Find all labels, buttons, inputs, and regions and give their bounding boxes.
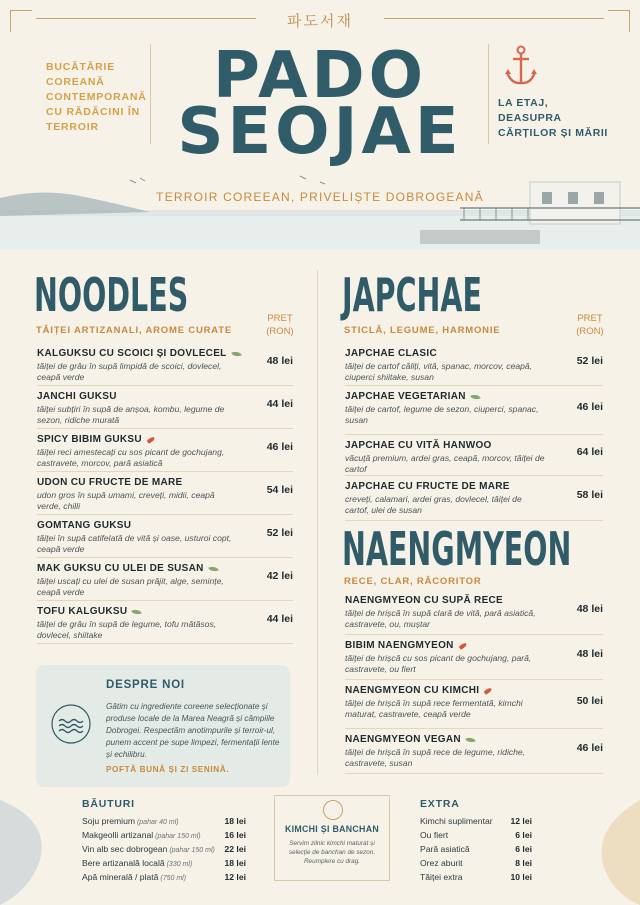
menu-item [345,348,603,386]
footer-item-label: Bere artizanală locală [82,858,165,868]
column-divider [317,270,318,775]
price-header-label: PREȚ [577,313,603,324]
japchae-title: JAPCHAE [342,268,482,322]
footer-item-price: 12 lei [224,872,246,882]
menu-item [345,595,603,635]
menu-item-description: tăiței de grâu în supă de legume, tofu mătăsos, dovlecel, shiitake [37,619,217,640]
menu-item-price: 58 lei [576,489,603,501]
footer-item-note: (750 ml) [158,875,187,882]
footer-item-price: 16 lei [224,830,246,840]
drinks-title: BĂUTURI [82,798,135,810]
footer-row [420,830,532,840]
menu-item [37,477,293,515]
chili-icon [458,642,467,650]
noodles-price-header [260,312,300,338]
menu-item-name [37,477,293,488]
menu-item [345,481,603,521]
footer-item-price: 6 lei [515,844,532,854]
menu-item-name [37,520,293,531]
chili-icon [484,687,493,695]
menu-item-price: 54 lei [266,484,293,496]
price-header-label: PREȚ [267,313,293,324]
footer-item-label: Ou fiert [420,830,449,840]
footer-item-name [420,844,470,854]
footer-item-price: 6 lei [515,830,532,840]
menu-item-description: tăiței de hrișcă în supă clară de vită, pară asiatică, castravete, ou, muștar [345,608,536,629]
divider-left [150,44,151,144]
noodles-subtitle: TĂIȚEI ARTIZANALI, AROME CURATE [36,325,232,336]
divider-right [488,44,489,144]
menu-item-label: BIBIM NAENGMYEON [345,640,454,651]
menu-item [37,348,293,386]
footer-item-price: 22 lei [224,844,246,854]
footer-row [420,858,532,868]
footer-item-name [420,816,493,826]
menu-item-label: JAPCHAE CU FRUCTE DE MARE [345,481,510,492]
menu-item-price: 48 lei [576,648,603,660]
menu-item-description: văcuță premium, ardei gras, ceapă, morcov, tăiței de cartof [345,453,545,474]
price-header-unit: (RON) [266,326,294,337]
watercolor-wash-left [0,790,70,905]
menu-item-name [345,595,603,606]
menu-item-name [345,440,603,451]
header [0,0,640,250]
tagline-left: BUCĂTĂRIE COREANĂ CONTEMPORANĂ CU RĂDĂCINI ÎN TERROIR [46,61,147,133]
menu-item-description: tăiței de cartof, legume de sezon, ciuperci, spanac, susan [345,404,539,425]
menu-item [345,391,603,435]
menu-item-label: GOMTANG GUKSU [37,520,132,531]
naengmyeon-title: NAENGMYEON [342,522,572,576]
menu-item-description: udon gros în supă umami, creveți, midii, ceapă verde, chilli [37,490,215,511]
menu-item-price: 48 lei [266,355,293,367]
menu-item-name [345,640,603,651]
footer-item-price: 8 lei [515,858,532,868]
menu-item-description: tăiței de cartof căliți, vită, spanac, morcov, ceapă, ciuperci shiitake, susan [345,361,533,382]
footer-item-label: Makgeolli artizanal [82,830,154,840]
menu-item-description: tăiței subțiri în supă de anșoa, kombu, legume de sezon, ridiche murată [37,404,225,425]
menu-item-price: 52 lei [576,355,603,367]
menu-item-label: TOFU KALGUKSU [37,606,128,617]
price-header-unit: (RON) [576,326,604,337]
footer-row [82,844,246,854]
menu-item-price: 46 lei [266,441,293,453]
menu-item-name [345,391,603,402]
footer-item-label: Kimchi suplimentar [420,816,493,826]
menu-item [345,440,603,476]
menu-item-price: 64 lei [576,446,603,458]
menu-item-label: JANCHI GUKSU [37,391,117,402]
menu-item [345,640,603,680]
menu-item-price: 46 lei [576,742,603,754]
title-line-2: SEOJAE [177,95,463,169]
footer-row [82,872,246,882]
footer-row [82,830,246,840]
footer-item-note: (pahar 150 ml) [153,833,201,840]
kimchi-title: KIMCHI ȘI BANCHAN [284,824,380,834]
footer-item-note: (pahar 40 ml) [135,819,179,826]
menu-item-name [37,563,293,574]
menu-item-name [345,734,603,745]
menu-item-name [345,348,603,359]
menu-item [37,520,293,558]
about-box [36,665,290,787]
footer-item-note: (330 ml) [164,861,193,868]
japchae-price-header [570,312,610,338]
menu-item-description: tăiței de hrișcă în supă rece de legume, ridiche, castravete, susan [345,747,526,768]
title-line-1: PADO [212,39,428,113]
footer-item-label: Tăiței extra [420,872,463,882]
menu-item-label: JAPCHAE CU VITĂ HANWOO [345,440,492,451]
tagline-right: LA ETAJ, DEASUPRA CĂRȚILOR ȘI MĂRII [498,97,608,139]
kimchi-emblem-icon [323,800,343,820]
footer-item-label: Apă minerală / plată [82,872,159,882]
about-text: Gătim cu ingrediente coreene selecționate și produse locale de la Marea Neagră și câmpiile Dobrogei. Respectăm anotimpurile și terroir-ul, punem accent pe supe limpezi, fermentații lente și echilibru. [106,702,280,759]
leaf-icon [470,392,481,401]
footer-item-name [420,872,463,882]
menu-item-price: 44 lei [266,613,293,625]
footer-item-price: 18 lei [224,816,246,826]
leaf-icon [132,607,143,616]
menu-item-label: KALGUKSU CU SCOICI ȘI DOVLECEL [37,348,227,359]
about-sign: POFTĂ BUNĂ ȘI ZI SENINĂ. [106,765,230,774]
menu-item [37,606,293,644]
menu-item-description: tăiței de grâu în supă limpidă de scoici, dovlecel, ceapă verde [37,361,222,382]
menu-item-price: 46 lei [576,401,603,413]
kimchi-text: Servim zilnic kimchi maturat și selecție de banchan de sezon. Reumplere cu drag. [288,840,376,865]
seaside-scene [0,160,640,250]
menu-item-label: UDON CU FRUCTE DE MARE [37,477,183,488]
leaf-icon [465,735,476,744]
leaf-icon [208,564,219,573]
footer-item-name [420,858,463,868]
menu-item-price: 48 lei [576,603,603,615]
footer-item-name [82,816,179,826]
korean-title: 파도서재 [287,12,353,30]
menu-item-description: tăiței de hrișcă în supă rece fermentată, kimchi maturat, castravete, ceapă verde [345,698,523,719]
menu-item-label: JAPCHAE CLASIC [345,348,437,359]
menu-item [345,685,603,729]
chili-icon [147,436,156,444]
footer-item-note: (pahar 150 ml) [167,847,215,854]
naengmyeon-subtitle: RECE, CLAR, RĂCORITOR [344,576,482,587]
about-title: DESPRE NOI [106,679,185,691]
footer-item-price: 18 lei [224,858,246,868]
menu-item-description: creveți, calamari, ardei gras, dovlecel, tăiței de cartof, ulei de susan [345,494,522,515]
menu-item [345,734,603,774]
menu-item-price: 50 lei [576,695,603,707]
anchor-icon [503,44,539,88]
menu-item-price: 52 lei [266,527,293,539]
menu-item [37,391,293,429]
menu-item [37,563,293,601]
menu-item-label: MAK GUKSU CU ULEI DE SUSAN [37,563,204,574]
footer-row [420,816,532,826]
waves-icon [50,703,92,745]
leaf-icon [231,349,242,358]
menu-item-description: tăiței de hrișcă cu sos picant de gochujang, pară, castravete, ou fiert [345,653,532,674]
footer-row [420,844,532,854]
footer-item-price: 12 lei [510,816,532,826]
menu-item-name [345,685,603,696]
menu-item-description: tăiței în supă catifelată de vită și oase, usturoi copt, ceapă verde [37,533,232,554]
menu-item-description: tăiței reci amestecați cu sos picant de gochujang, castravete, morcov, pară asiatică [37,447,225,468]
subtitle: TERROIR COREEAN, PRIVELIȘTE DOBROGEANĂ [156,190,484,204]
footer-row [82,816,246,826]
menu-item-label: NAENGMYEON CU KIMCHI [345,685,480,696]
menu-item-name [37,606,293,617]
footer-item-name [82,872,186,882]
watercolor-wash-right [580,800,640,905]
menu-item-label: NAENGMYEON VEGAN [345,734,461,745]
footer-item-name [420,830,448,840]
menu-item-name [345,481,603,492]
footer-row [420,872,532,882]
footer-item-price: 10 lei [510,872,532,882]
menu-item-name [37,434,293,445]
extra-title: EXTRA [420,798,460,810]
menu-item-name [37,348,293,359]
footer-row [82,858,246,868]
menu-item [37,434,293,472]
menu-item-price: 44 lei [266,398,293,410]
footer-item-label: Vin alb sec dobrogean [82,844,168,854]
footer-item-label: Pară asiatică [420,844,470,854]
footer-item-label: Soju premium [82,816,136,826]
footer-item-name [82,858,192,868]
menu-item-label: JAPCHAE VEGETARIAN [345,391,466,402]
menu-item-description: tăiței uscați cu ulei de susan prăjit, alge, semințe, ceapă verde [37,576,224,597]
footer-item-label: Orez aburit [420,858,463,868]
noodles-title: NOODLES [34,268,189,322]
footer-item-name [82,830,201,840]
menu-item-label: SPICY BIBIM GUKSU [37,434,142,445]
footer-item-name [82,844,215,854]
menu-item-price: 42 lei [266,570,293,582]
menu-item-label: NAENGMYEON CU SUPĂ RECE [345,595,504,606]
kimchi-box [274,795,390,881]
menu-item-name [37,391,293,402]
japchae-subtitle: STICLĂ, LEGUME, HARMONIE [344,325,501,336]
